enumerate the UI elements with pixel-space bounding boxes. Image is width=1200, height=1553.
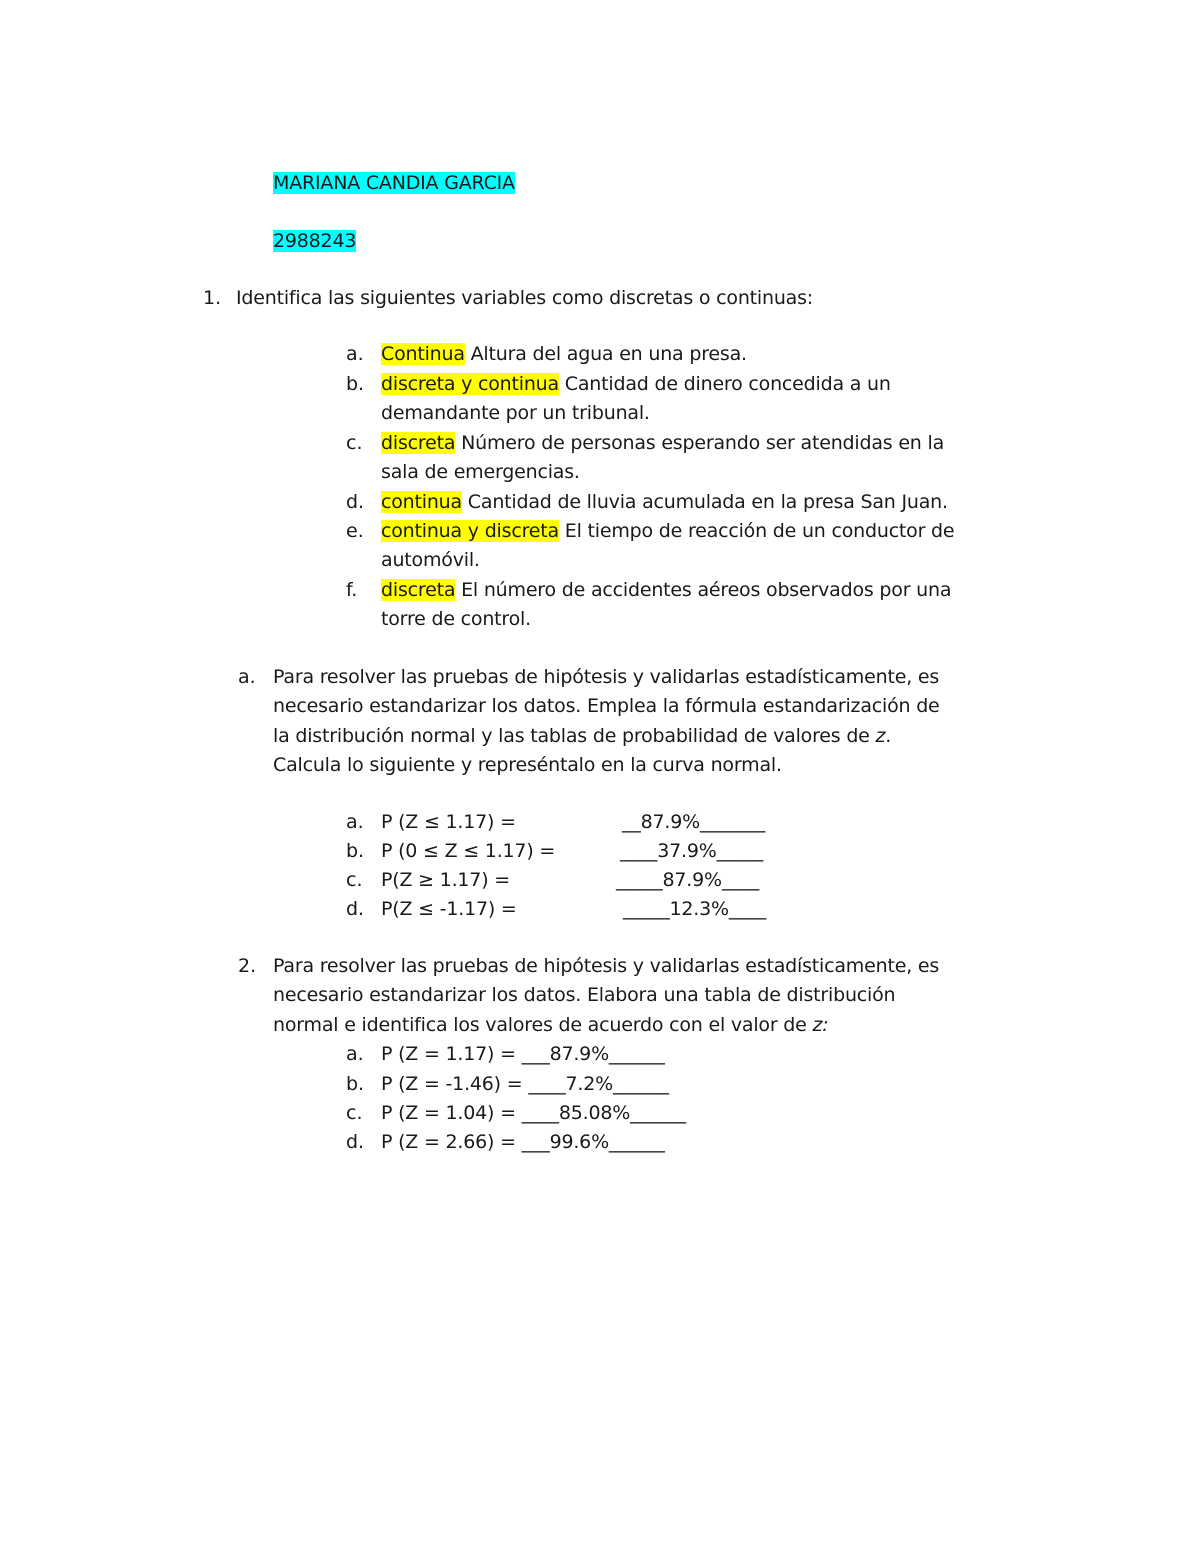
q2-item-d (381, 1130, 665, 1154)
blank-post: ____ (728, 898, 767, 920)
blank-pre: __ (622, 811, 641, 833)
q1-item-f-text-cont: torre de control. (381, 608, 531, 630)
section-a-line-1: Para resolver las pruebas de hipótesis y validarlas estadísticamente, es (273, 666, 940, 688)
question-1-number: 1. (203, 287, 222, 309)
q1-item-e-text: El tiempo de reacción de un conductor de (558, 520, 955, 542)
q1-item-d (381, 490, 948, 514)
question-2-line-2: necesario estandarizar los datos. Elabora una tabla de distribución (273, 984, 896, 1006)
q2-item-c-marker: c. (346, 1102, 363, 1124)
q1-item-c-text: Número de personas esperando ser atendidas en la (455, 432, 945, 454)
q2-item-b (381, 1072, 669, 1096)
blank-pre: _____ (623, 898, 670, 920)
blank-post: _______ (699, 811, 766, 833)
q1-item-b-marker: b. (346, 373, 365, 395)
question-1-prompt: Identifica las siguientes variables como discretas o continuas: (236, 287, 814, 309)
section-a-line-3 (273, 724, 891, 748)
blank-post: ______ (613, 1073, 669, 1095)
sa-item-c-marker: c. (346, 869, 363, 891)
section-a-marker: a. (238, 666, 256, 688)
q1-item-e (381, 519, 954, 543)
q1-item-a-text: Altura del agua en una presa. (464, 343, 747, 365)
section-a-z-var: z (875, 725, 886, 747)
q1-item-b-text: Cantidad de dinero concedida a un (558, 373, 891, 395)
blank-pre: ____ (521, 1102, 559, 1124)
q1-item-c-marker: c. (346, 432, 363, 454)
q1-item-b-answer: discreta y continua (381, 373, 559, 395)
question-2-line-3-text: normal e identifica los valores de acuerdo con el valor de (273, 1014, 813, 1036)
blank-post: ______ (608, 1043, 665, 1065)
sa-item-d-value: 12.3% (669, 898, 729, 920)
blank-pre: _____ (616, 869, 663, 891)
q2-item-b-expression: P (Z = -1.46) = (381, 1073, 529, 1095)
q1-item-e-answer: continua y discreta (381, 520, 559, 542)
student-id-text: 2988243 (273, 230, 357, 252)
sa-item-a-value: 87.9% (640, 811, 700, 833)
q1-item-a-marker: a. (346, 343, 364, 365)
q2-item-a (381, 1042, 665, 1066)
q1-item-c-answer: discreta (381, 432, 456, 454)
blank-post: ______ (608, 1131, 665, 1153)
q1-item-f-marker: f. (346, 579, 358, 601)
blank-pre: ____ (528, 1073, 566, 1095)
q1-item-a (381, 342, 747, 366)
question-2-number: 2. (238, 955, 257, 977)
sa-item-b-marker: b. (346, 840, 365, 862)
q1-item-a-answer: Continua (381, 343, 465, 365)
q2-item-d-value: 99.6% (549, 1131, 609, 1153)
q1-item-e-text-cont: automóvil. (381, 549, 480, 571)
q1-item-f-text: El número de accidentes aéreos observados por una (455, 579, 952, 601)
q1-item-d-text: Cantidad de lluvia acumulada en la presa San Juan. (461, 491, 948, 513)
sa-item-b-value: 37.9% (657, 840, 717, 862)
q2-item-d-expression: P (Z = 2.66) = (381, 1131, 522, 1153)
sa-item-d-answer (623, 897, 766, 921)
q1-item-c-text-cont: sala de emergencias. (381, 461, 580, 483)
q2-item-c-expression: P (Z = 1.04) = (381, 1102, 522, 1124)
sa-item-b-answer (620, 839, 763, 863)
section-a-line-3-text: la distribución normal y las tablas de probabilidad de valores de (273, 725, 876, 747)
question-2-z-var: z: (812, 1014, 829, 1036)
question-2-line-3 (273, 1013, 828, 1037)
sa-item-c-expression: P(Z ≥ 1.17) = (381, 869, 510, 891)
student-name-text: MARIANA CANDIA GARCIA (273, 172, 515, 194)
q2-item-c (381, 1101, 686, 1125)
blank-post: ____ (721, 869, 760, 891)
sa-item-c-answer (616, 868, 759, 892)
q1-item-f (381, 578, 951, 602)
section-a-line-4: Calcula lo siguiente y represéntalo en la curva normal. (273, 754, 782, 776)
sa-item-b-expression: P (0 ≤ Z ≤ 1.17) = (381, 840, 556, 862)
sa-item-d-expression: P(Z ≤ -1.17) = (381, 898, 517, 920)
q1-item-f-answer: discreta (381, 579, 456, 601)
q1-item-e-marker: e. (346, 520, 364, 542)
q2-item-a-expression: P (Z = 1.17) = (381, 1043, 522, 1065)
sa-item-a-answer (622, 810, 765, 834)
q2-item-a-marker: a. (346, 1043, 364, 1065)
blank-pre: ___ (521, 1131, 550, 1153)
q2-item-b-marker: b. (346, 1073, 365, 1095)
q2-item-d-marker: d. (346, 1131, 365, 1153)
blank-pre: ____ (620, 840, 658, 862)
blank-pre: ___ (521, 1043, 550, 1065)
student-id (273, 229, 356, 253)
blank-post: _____ (716, 840, 764, 862)
sa-item-a-expression: P (Z ≤ 1.17) = (381, 811, 516, 833)
question-2-line-1: Para resolver las pruebas de hipótesis y validarlas estadísticamente, es (273, 955, 940, 977)
q2-item-a-value: 87.9% (549, 1043, 609, 1065)
q1-item-b (381, 372, 891, 396)
q2-item-b-value: 7.2% (565, 1073, 613, 1095)
sa-item-c-value: 87.9% (662, 869, 722, 891)
q1-item-c (381, 431, 944, 455)
section-a-line-2: necesario estandarizar los datos. Emplea la fórmula estandarización de (273, 695, 940, 717)
q1-item-d-answer: continua (381, 491, 462, 513)
q1-item-b-text-cont: demandante por un tribunal. (381, 402, 650, 424)
sa-item-d-marker: d. (346, 898, 365, 920)
section-a-z-suffix: . (885, 725, 892, 747)
q1-item-d-marker: d. (346, 491, 365, 513)
blank-post: ______ (630, 1102, 686, 1124)
student-name (273, 171, 515, 195)
sa-item-a-marker: a. (346, 811, 364, 833)
q2-item-c-value: 85.08% (558, 1102, 631, 1124)
